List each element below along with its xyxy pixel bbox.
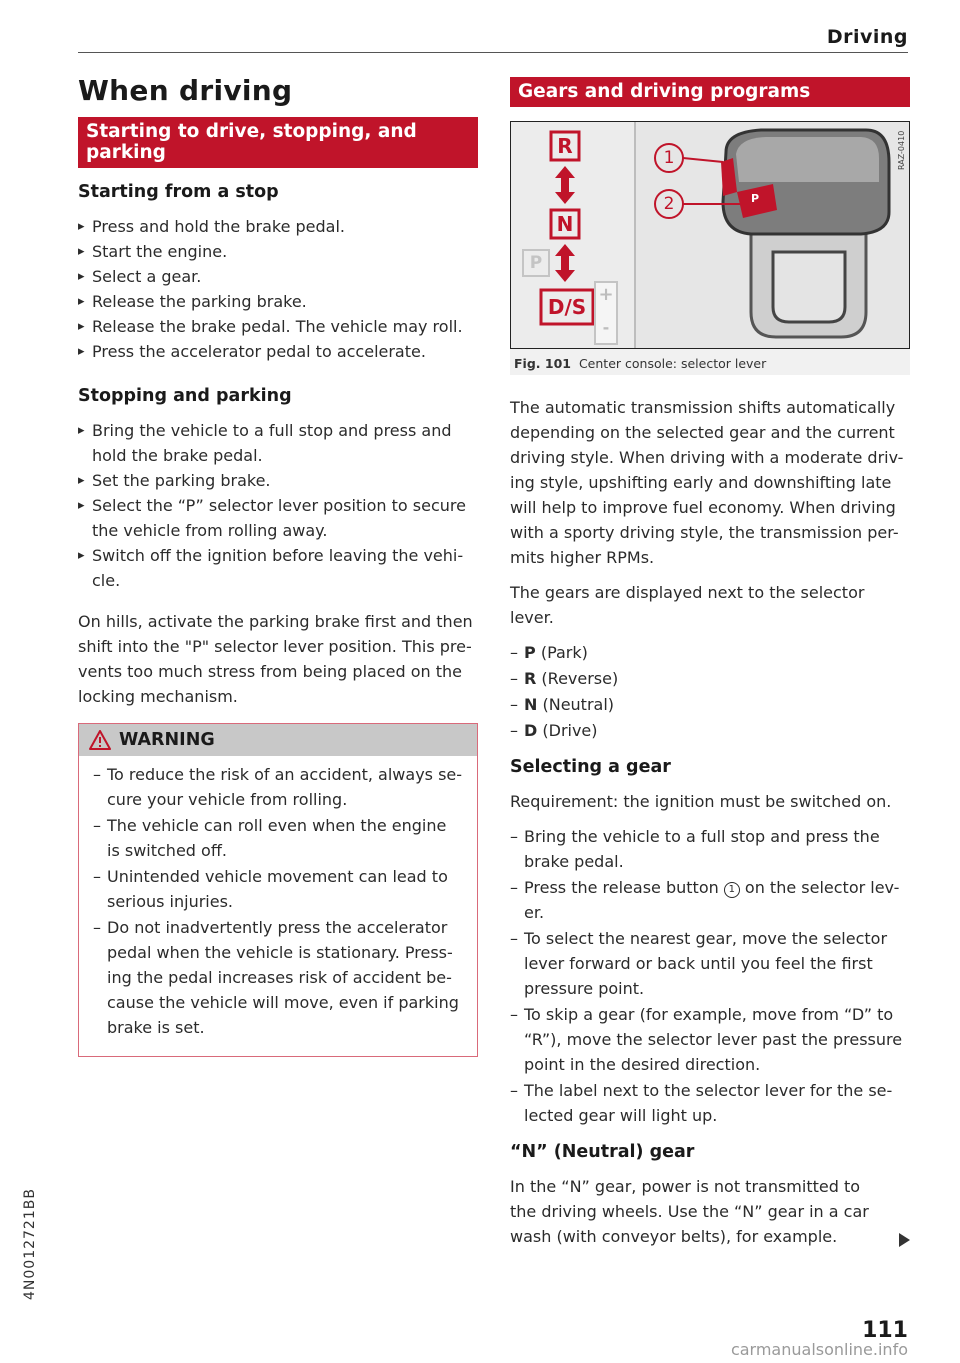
warning-triangle-icon — [89, 730, 111, 750]
section-bar-gears: Gears and driving programs — [510, 77, 910, 107]
list-item: – To skip a gear (for example, move from “D” to “R”), move the selector lever past the pressure point in the desired direction. — [510, 1002, 910, 1077]
hills-paragraph: On hills, activate the parking brake first and then shift into the "P" selector lever position. This pre-vents too much stress from being placed on the locking mechanism. — [78, 612, 473, 706]
watermark: carmanualsonline.info — [730, 1340, 908, 1359]
neutral-block — [510, 1174, 910, 1249]
list-item: ▸ Press the accelerator pedal to accelerate. — [78, 339, 478, 364]
figure-label: Fig. 101 — [514, 356, 571, 371]
list-item: – The vehicle can roll even when the engine is switched off. — [93, 813, 463, 863]
list-item: – Do not inadvertently press the accelerator pedal when the vehicle is stationary. Press-ing the pedal increases risk of accident be-cause the vehicle will move, even if parking brake is set. — [93, 915, 463, 1040]
selector-lever-illustration — [510, 121, 910, 349]
figure-101 — [510, 121, 910, 375]
intro-paragraph: The automatic transmission shifts automatically depending on the selected gear and the current driving style. When driving with a moderate driv-ing style, upshifting early and downshifting late will help to improve fuel economy. When driving with a sporty driving style, the transmission per-mits higher RPMs. — [510, 398, 904, 567]
document-code: 4N0012721BB — [22, 1188, 38, 1300]
stop-steps-list — [78, 214, 478, 364]
list-item: ▸ Switch off the ignition before leaving the vehi-cle. — [78, 543, 478, 593]
section-bar: Starting to drive, stopping, and parking — [78, 117, 478, 168]
list-item: ▸ Select a gear. — [78, 264, 478, 289]
requirement-text: Requirement: the ignition must be switched on. — [510, 792, 892, 811]
callout-2: 2 — [663, 194, 675, 214]
select-steps-list — [510, 824, 910, 1128]
list-item: ▸ Bring the vehicle to a full stop and press and hold the brake pedal. — [78, 418, 478, 468]
gear-label-r: R — [557, 134, 573, 158]
list-item: – To reduce the risk of an accident, always se-cure your vehicle from rolling. — [93, 762, 463, 812]
plus-label: + — [598, 284, 614, 305]
figure-caption-text: Center console: selector lever — [578, 356, 767, 371]
gear-label-ds: D/S — [547, 295, 587, 319]
gear-label-n: N — [556, 212, 574, 236]
heading-stopping-parking: Stopping and parking — [78, 386, 292, 406]
heading-starting-from-stop: Starting from a stop — [78, 182, 279, 202]
list-item: ▸ Press and hold the brake pedal. — [78, 214, 478, 239]
park-steps-list — [78, 418, 478, 593]
warning-box — [78, 723, 478, 1057]
gear-list — [510, 640, 910, 743]
gear-label-p: P — [529, 253, 543, 273]
page-number: 111 — [862, 1318, 908, 1343]
gears-intro: The gears are displayed next to the selector lever. — [510, 583, 865, 627]
heading-selecting-gear: Selecting a gear — [510, 757, 671, 777]
figure-caption — [510, 349, 910, 375]
callout-1: 1 — [663, 148, 675, 168]
list-item: – Unintended vehicle movement can lead to serious injuries. — [93, 864, 463, 914]
list-item: – To select the nearest gear, move the selector lever forward or back until you feel the first pressure point. — [510, 926, 910, 1001]
callout-ref-1: 1 — [724, 882, 740, 898]
continue-arrow-icon — [899, 1233, 910, 1247]
list-item: ▸ Release the brake pedal. The vehicle may roll. — [78, 314, 478, 339]
warning-label: WARNING — [119, 730, 215, 750]
list-item: – R (Reverse) — [510, 666, 910, 691]
list-item: ▸ Release the parking brake. — [78, 289, 478, 314]
neutral-paragraph: In the “N” gear, power is not transmitted to the driving wheels. Use the “N” gear in a car wash (with conveyor belts), for example. — [510, 1177, 869, 1246]
list-item: – N (Neutral) — [510, 692, 910, 717]
left-column — [78, 60, 478, 1057]
warning-header — [79, 724, 477, 756]
heading-neutral-gear: “N” (Neutral) gear — [510, 1142, 695, 1162]
list-item: ▸ Set the parking brake. — [78, 468, 478, 493]
list-item: ▸ Select the “P” selector lever position to secure the vehicle from rolling away. — [78, 493, 478, 543]
lever-p-label: P — [751, 192, 760, 205]
chapter-title: When driving — [78, 74, 293, 107]
right-column — [510, 60, 910, 1259]
warning-body — [79, 756, 477, 1056]
list-item: ▸ Start the engine. — [78, 239, 478, 264]
minus-label: - — [602, 318, 610, 337]
list-item: – The label next to the selector lever for the se-lected gear will light up. — [510, 1078, 910, 1128]
list-item: – D (Drive) — [510, 718, 910, 743]
running-header — [78, 26, 908, 53]
figure-ref-code: RAZ-0410 — [897, 130, 906, 170]
list-item: – Press the release button 1 on the selector lev-er. — [510, 875, 910, 925]
warning-list — [93, 762, 463, 1040]
list-item: – Bring the vehicle to a full stop and press the brake pedal. — [510, 824, 910, 874]
list-item: – P (Park) — [510, 640, 910, 665]
section-title: Driving — [826, 26, 908, 48]
